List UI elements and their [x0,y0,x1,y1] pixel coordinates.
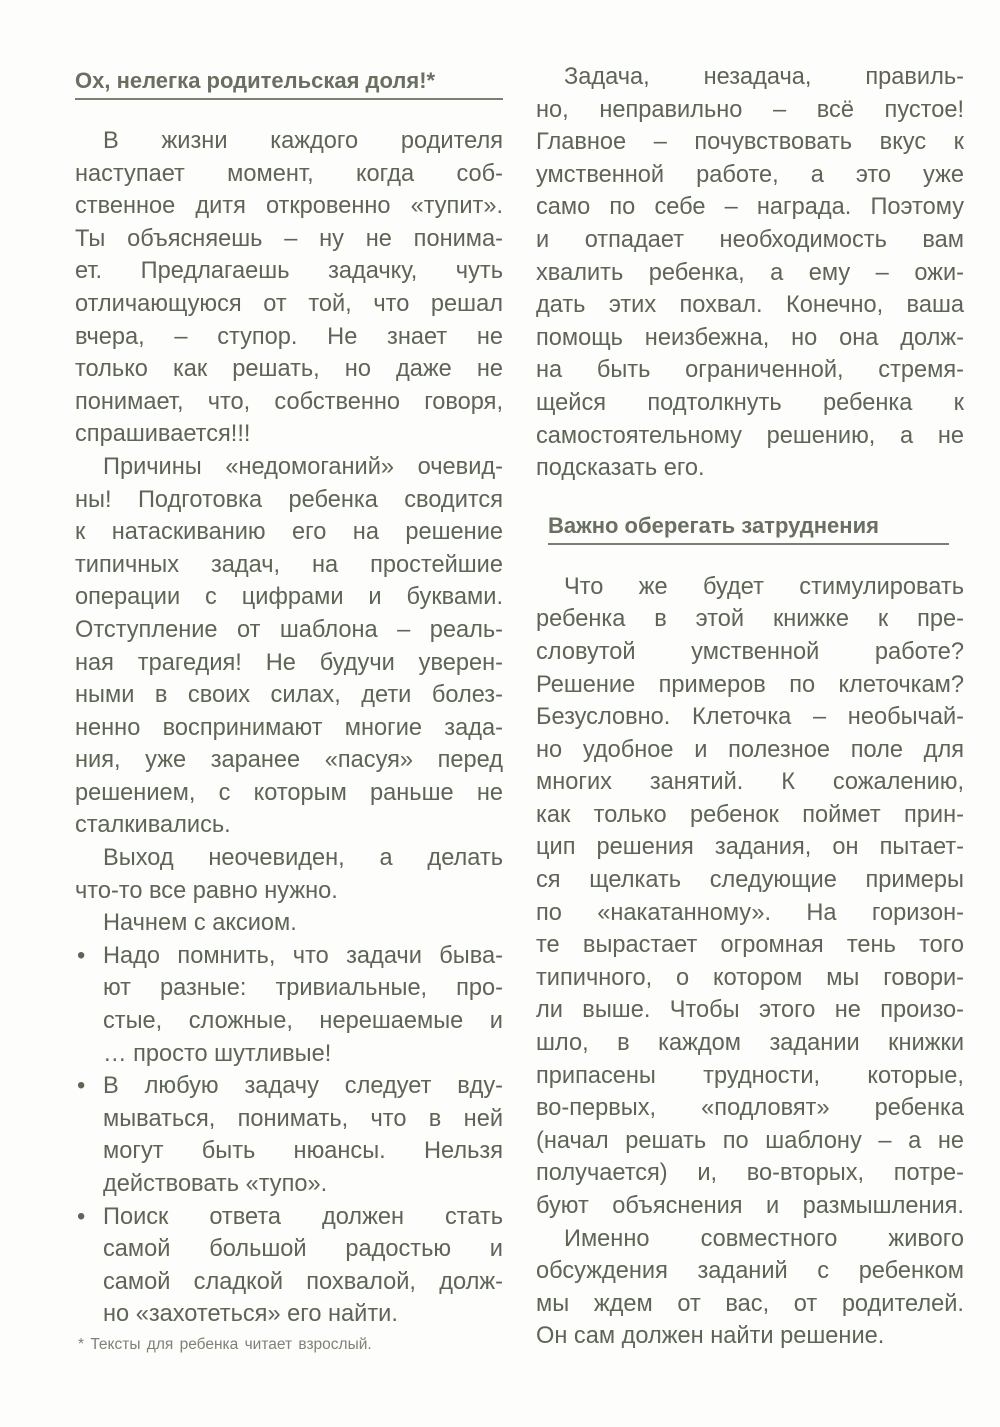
text-line: ребенка в этой книжке к пре- [536,606,964,633]
text-line: но «захотеться» его найти. [103,1301,398,1328]
text-line: ния, уже заранее «пасуя» перед [75,747,503,774]
text-line: умственной работе, а это уже [536,161,964,188]
text-line: ли выше. Чтобы этого не произо- [536,997,964,1024]
paragraph [75,907,503,940]
text-line: Безусловно. Клеточка – необычай- [536,704,964,731]
text-line: Ты объясняешь – ну не понима- [75,225,503,252]
text-line: решением, с которым раньше не [75,779,503,806]
text-line: как только ребенок поймет прин- [536,801,964,828]
text-line: самостоятельному решению, а не [536,422,964,449]
bullet-item [75,1070,503,1200]
text-line: ет. Предлагаешь задачку, чуть [75,258,503,285]
text-line: типичных задач, на простейшие [75,551,503,578]
text-line: что-то все равно нужно. [75,877,338,904]
text-line: Именно совместного живого [564,1225,964,1252]
text-line: Причины «недомоганий» очевид- [103,453,503,480]
section-heading: Важно оберегать затруднения [548,509,949,545]
text-line: по «накатанному». На горизон- [536,899,964,926]
text-line: операции с цифрами и буквами. [75,584,503,611]
text-line: припасены трудности, которые, [536,1062,964,1089]
text-line: Решение примеров по клеточкам? [536,671,964,698]
text-line: Что же будет стимулировать [564,573,964,600]
text-line: но удобное и полезное поле для [536,736,964,763]
text-line: отличающуюся от той, что решал [75,290,503,317]
text-line: Надо помнить, что задачи быва- [103,942,503,969]
text-line: спрашивается!!! [75,421,251,448]
text-line: ны! Подготовка ребенка сводится [75,486,503,513]
section-heading: Ох, нелегка родительская доля!* [75,64,503,100]
text-line: и отпадает необходимость вам [536,226,964,253]
text-line: мы ждем от вас, от родителей. [536,1290,964,1317]
text-line: сталкивались. [75,812,231,839]
text-line: мываться, понимать, что в ней [103,1105,503,1132]
paragraph [536,1223,964,1353]
footnote: * Тексты для ребенка читает взрослый. [78,1336,372,1353]
text-line: действовать «тупо». [103,1171,328,1197]
text-line: ся щелкать следующие примеры [536,867,964,894]
bullet-item [75,940,503,1070]
text-line: к натаскиванию его на решение [75,519,503,546]
text-line: только как решать, но даже не [75,356,503,383]
text-line: помощь неизбежна, но она долж- [536,324,964,351]
paragraph [536,571,964,1223]
text-line: ненно воспринимают многие зада- [75,714,503,741]
text-line: понимает, что, собственно говоря, [75,388,503,415]
text-line: Главное – почувствовать вкус к [536,129,964,156]
text-line: наступает момент, когда соб- [75,160,503,187]
text-line: получается) и, во-вторых, потре- [536,1160,964,1187]
text-line: на быть ограниченной, стремя- [536,357,964,384]
text-line: ными в своих силах, дети болез- [75,682,503,709]
right-column [536,61,964,1353]
text-line: само по себе – награда. Поэтому [536,194,964,221]
text-line: цип решения задания, он пытает- [536,834,964,861]
bullet-icon: • [77,942,86,969]
bullet-icon: • [77,1203,86,1230]
text-line: подсказать его. [536,455,705,482]
text-line: во-первых, «подловят» ребенка [536,1095,964,1122]
text-line: ственное дитя откровенно «тупит». [75,193,503,220]
bullet-item [75,1201,503,1331]
text-line: стые, сложные, нерешаемые и [103,1008,503,1035]
text-line: вчера, – ступор. Не знает не [75,323,503,350]
text-line: Задача, незадача, правиль- [564,64,964,90]
text-line: ют разные: тривиальные, про- [103,975,503,1002]
text-line: (начал решать по шаблону – а не [536,1127,964,1154]
text-line: хвалить ребенка, а ему – ожи- [536,259,964,286]
text-line: буют объяснения и размышления. [536,1193,964,1219]
text-line: ная трагедия! Не будучи уверен- [75,649,503,676]
text-line: Начнем с аксиом. [103,910,297,937]
text-line: В жизни каждого родителя [103,128,503,154]
paragraph [75,842,503,907]
text-line: словутой умственной работе? [536,638,964,665]
text-line: щейся подтолкнуть ребенка к [536,389,964,416]
text-line: те вырастает огромная тень того [536,932,964,959]
text-line: В любую задачу следует вду- [103,1073,503,1100]
text-line: но, неправильно – всё пустое! [536,96,964,123]
text-line: могут быть нюансы. Нельзя [103,1138,503,1165]
left-column [75,64,503,1331]
text-line: типичного, о котором мы говори- [536,964,964,991]
text-line: самой сладкой похвалой, долж- [103,1268,503,1295]
text-line: самой большой радостью и [103,1236,503,1263]
text-line: Отступление от шаблона – реаль- [75,616,503,643]
text-line: Выход неочевиден, а делать [103,845,503,872]
text-line: … просто шутливые! [103,1040,332,1067]
text-line: дать этих похвал. Конечно, ваша [536,292,964,319]
paragraph [75,125,503,451]
paragraph [536,61,964,485]
text-line: обсуждения заданий с ребенком [536,1258,964,1285]
text-line: Поиск ответа должен стать [103,1203,503,1230]
text-line: Он сам должен найти решение. [536,1323,885,1350]
paragraph [75,451,503,842]
text-line: многих занятий. К сожалению, [536,769,964,796]
text-line: шло, в каждом задании книжки [536,1030,964,1057]
bullet-icon: • [77,1073,86,1100]
